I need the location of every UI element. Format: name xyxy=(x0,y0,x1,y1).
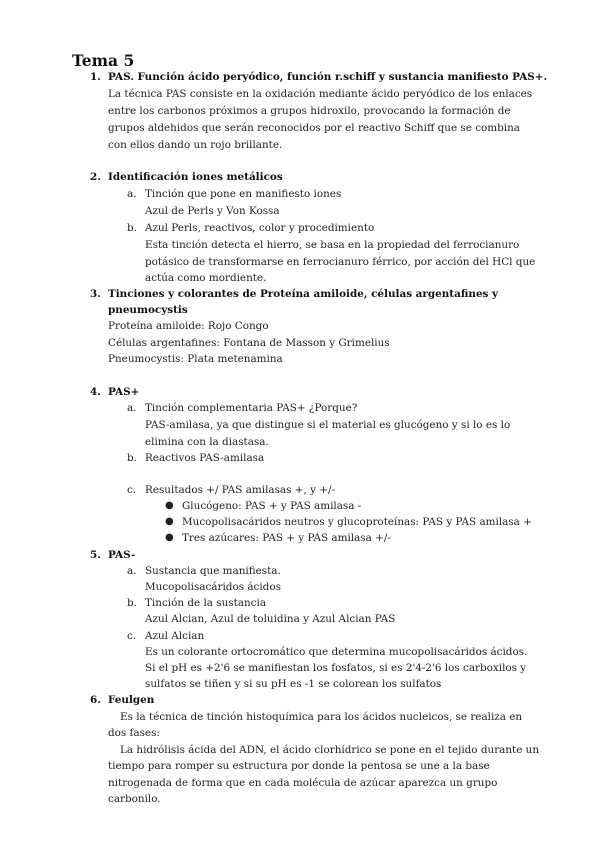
section-2-number: 2. xyxy=(90,171,101,183)
section-3-heading: pneumocystis xyxy=(108,304,188,316)
section-5-item-c-label: Azul Alcian xyxy=(145,630,205,642)
section-2-item-b-text: actúa como mordiente. xyxy=(145,272,267,284)
section-6-number: 6. xyxy=(90,694,101,706)
section-5-item-c-text: sulfatos se tiñen y si su pH es -1 se colorean los sulfatos xyxy=(145,678,442,690)
list-item: Glucógeno: PAS + y PAS amilasa - xyxy=(182,500,362,512)
section-6-text: La hidrólisis ácida del ADN, el ácido clorhídrico se pone en el tejido durante un xyxy=(120,744,540,756)
section-2-heading: Identificación iones metálicos xyxy=(108,171,283,183)
section-3-text: Pneumocystis: Plata metenamina xyxy=(108,353,283,365)
section-5-item-b-marker: b. xyxy=(127,597,137,609)
section-2-item-b-label: Azul Perls, reactivos, color y procedimiento xyxy=(145,222,375,234)
section-6-text: carbonilo. xyxy=(108,793,161,805)
section-2-item-b-text: Esta tinción detecta el hierro, se basa en la propiedad del ferrocianuro xyxy=(145,239,520,251)
section-1-text: entre los carbonos próximos a grupos hidroxilo, provocando la formación de xyxy=(108,105,511,117)
section-6-text: Es la técnica de tinción histoquímica para los ácidos nucleicos, se realiza en xyxy=(120,711,523,723)
section-4-item-b-marker: b. xyxy=(127,452,137,464)
section-5-item-c-text: Es un colorante ortocromático que determina mucopolisacáridos ácidos. xyxy=(145,646,528,658)
section-5-item-c-marker: c. xyxy=(127,630,137,642)
section-5-item-a-marker: a. xyxy=(127,565,137,577)
section-4-item-a-text: elimina con la diastasa. xyxy=(145,436,269,448)
section-2-item-a-marker: a. xyxy=(127,188,137,200)
section-1-text: con ellos dando un rojo brillante. xyxy=(108,139,283,151)
section-1-heading: PAS. Función ácido peryódico, función r.schiff y sustancia manifiesto PAS+. xyxy=(108,71,548,83)
section-2-item-a-label: Tinción que pone en manifiesto iones xyxy=(145,188,342,200)
section-4-item-a-label: Tinción complementaria PAS+ ¿Porque? xyxy=(145,402,358,414)
section-6-heading: Feulgen xyxy=(108,694,155,706)
section-4-heading: PAS+ xyxy=(108,386,140,398)
section-2-item-b-marker: b. xyxy=(127,222,137,234)
section-6-text: nitrogenada de forma que en cada molécula de azúcar aparezca un grupo xyxy=(108,777,498,789)
section-5-item-a-text: Mucopolisacáridos ácidos xyxy=(145,581,281,593)
section-4-item-a-text: PAS-amilasa, ya que distingue si el material es glucógeno y si lo es lo xyxy=(145,419,511,431)
section-3-text: Células argentafines: Fontana de Masson y Grimelius xyxy=(108,337,390,349)
list-item: Tres azúcares: PAS + y PAS amilasa +/- xyxy=(182,532,391,544)
section-5-heading: PAS- xyxy=(108,549,136,561)
section-2-item-a-text: Azul de Perls y Von Kossa xyxy=(145,205,280,217)
section-5-item-b-text: Azul Alcian, Azul de toluidina y Azul Alcian PAS xyxy=(145,613,396,625)
section-6-text: dos fases: xyxy=(108,727,160,739)
section-5-item-b-label: Tinción de la sustancia xyxy=(145,597,267,609)
section-4-item-c-label: Resultados +/ PAS amilasas +, y +/- xyxy=(145,484,335,496)
section-1-text: La técnica PAS consiste en la oxidación mediante ácido peryódico de los enlaces xyxy=(108,88,533,100)
section-3-heading: Tinciones y colorantes de Proteína amiloide, células argentafines y xyxy=(108,288,499,300)
section-2-item-b-text: potásico de transformarse en ferrocianuro férrico, por acción del HCl que xyxy=(145,256,536,268)
section-5-number: 5. xyxy=(90,549,101,561)
section-6-text: tiempo para romper su estructura por donde la pentosa se une a la base xyxy=(108,760,490,772)
section-1-number: 1. xyxy=(90,71,101,83)
section-4-number: 4. xyxy=(90,386,101,398)
list-item: Mucopolisacáridos neutros y glucoproteínas: PAS y PAS amilasa + xyxy=(182,516,532,528)
section-5-item-c-text: Si el pH es +2'6 se manifiestan los fosfatos, si es 2'4-2'6 los carboxilos y xyxy=(145,662,527,674)
section-4-item-b-label: Reactivos PAS-amilasa xyxy=(145,452,265,464)
section-1-text: grupos aldehidos que serán reconocidos por el reactivo Schiff que se combina xyxy=(108,122,521,134)
section-5-item-a-label: Sustancia que manifiesta. xyxy=(145,565,281,577)
section-4-item-a-marker: a. xyxy=(127,402,137,414)
section-3-number: 3. xyxy=(90,288,101,300)
section-3-text: Proteína amiloide: Rojo Congo xyxy=(108,320,269,332)
section-4-item-c-marker: c. xyxy=(127,484,137,496)
bullet-icon: ● xyxy=(165,516,174,527)
page-title: Tema 5 xyxy=(72,51,135,70)
bullet-icon: ● xyxy=(165,500,174,511)
bullet-icon: ● xyxy=(165,532,174,543)
